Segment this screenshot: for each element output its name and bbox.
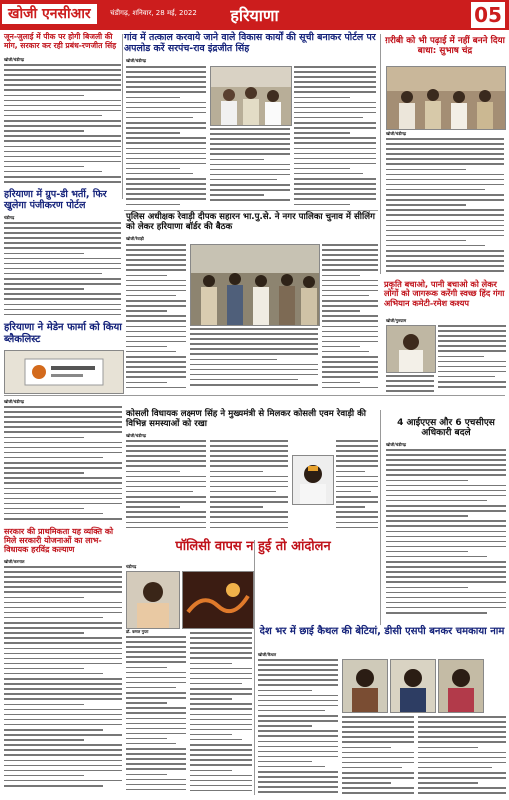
news-photo: [386, 325, 436, 373]
story-body: [190, 328, 318, 392]
story-byline: खोजी/चंडीगढ़: [386, 131, 406, 136]
story-headline[interactable]: प्रकृति बचाओ, पानी बचाओ को लेकर लोगों को जागरूक करेंगी स्वच्छ हिंद गंगा अभियान कमेटी-रमेश कश्यप: [384, 279, 505, 308]
story-body: [336, 440, 378, 532]
story-body: [294, 66, 376, 206]
story-headline[interactable]: पुलिस अधीक्षक रेवाड़ी दीपक सहारन भा.पु.से. ने नगर पालिका चुनाव में सीलिंग को लेकर हरियाणा बॉर्डर की बैठक: [126, 212, 375, 232]
news-photo: [210, 66, 292, 126]
story-body: [342, 716, 414, 796]
section-divider: [4, 395, 505, 396]
photo-caption: डॉ. कमल गुप्ता: [126, 629, 149, 634]
column-rule: [380, 34, 381, 274]
story-body: [418, 716, 506, 796]
story-body: [190, 632, 252, 796]
story-byline: खोजी/करनाल: [4, 559, 25, 564]
column-rule: [122, 34, 123, 199]
story-headline[interactable]: कोसली विधायक लक्ष्मण सिंह ने मुख्यमंत्री से मिलकर कोसली एवम रेवाड़ी की विभिन्न समस्याओं को रखा: [126, 409, 366, 429]
news-photo: [342, 659, 388, 713]
column-rule: [380, 410, 381, 625]
story-body: [4, 406, 122, 524]
story-headline[interactable]: जून-जुलाई में पीक पर होगी बिजली की मांग, सरकार कर रही प्रबंध-रणजीत सिंह: [4, 32, 117, 50]
story-body: [258, 659, 338, 796]
masthead-bar: [0, 0, 509, 30]
story-byline: खोजी/रेवाड़ी: [126, 236, 144, 241]
section-title: हरियाणा: [230, 6, 279, 25]
story-body: [4, 222, 121, 320]
story-headline[interactable]: पॉलिसी वापस न हुई तो आंदोलन: [175, 539, 331, 554]
news-photo: [386, 66, 506, 130]
story-body: [126, 636, 186, 796]
story-body: [210, 440, 288, 532]
news-photo: [292, 455, 334, 505]
story-byline: खोजी/चंडीगढ़: [4, 399, 24, 404]
section-divider: [124, 210, 378, 211]
news-photo: [438, 659, 484, 713]
story-body: [4, 64, 121, 184]
story-byline: चंडीगढ़: [4, 215, 15, 220]
news-photo: [190, 244, 320, 326]
column-rule: [254, 540, 255, 795]
story-byline: खोजी/चंडीगढ़: [126, 58, 146, 63]
news-photo: [126, 571, 180, 629]
issue-date: चंडीगढ़, शनिवार, 28 मई, 2022: [110, 9, 197, 17]
story-headline[interactable]: हरियाणा में ग्रुप-डी भर्ती, फिर खुलेगा पंजीकरण पोर्टल: [4, 189, 107, 212]
story-body: [322, 244, 378, 392]
story-headline[interactable]: 4 आईएएस और 6 एचसीएस अधिकारी बदले: [397, 418, 495, 439]
story-byline: खोजी/गुरुग्राम: [386, 318, 407, 323]
story-headline[interactable]: सरकार की प्राथमिकता यह व्यक्ति को मिले सरकारी योजनाओं का लाभ- विधायक हरविंद्र कल्याण: [4, 527, 114, 555]
story-body: [4, 566, 122, 796]
story-headline[interactable]: गांव में तत्काल करवाये जाने वाले विकास कार्यों की सूची बनाकर पोर्टल पर अपलोड करें सरपंच-राव इंद्रजीत सिंह: [124, 32, 376, 54]
story-byline: खोजी/चंडीगढ़: [386, 442, 406, 447]
story-headline[interactable]: ग़रीबी को भी पढ़ाई में नहीं बनने दिया बाधा: सुभाष चंद्र: [385, 36, 505, 57]
story-body: [210, 128, 290, 206]
story-byline: चंडीगढ़: [126, 564, 137, 569]
news-photo: [390, 659, 436, 713]
story-body: [386, 449, 506, 619]
story-byline: खोजी/कैथल: [258, 652, 277, 657]
news-photo: [182, 571, 254, 629]
story-body: [126, 244, 186, 392]
news-photo: [4, 350, 124, 394]
story-body: [386, 375, 434, 393]
story-body: [438, 325, 506, 393]
story-headline[interactable]: हरियाणा ने मेडेन फार्मा को किया ब्लैकलिस्ट: [4, 322, 122, 345]
story-headline[interactable]: देश भर में छाई कैथल की बेटियां, डीसी एसपी बनकर चमकाया नाम: [259, 626, 505, 637]
story-body: [126, 440, 206, 532]
story-body: [386, 138, 504, 274]
story-byline: खोजी/चंडीगढ़: [126, 433, 146, 438]
brand-name: खोजी एनसीआर: [2, 4, 97, 24]
story-byline: खोजी/चंडीगढ़: [4, 57, 24, 62]
page-number: 05: [471, 2, 505, 28]
story-body: [126, 66, 206, 206]
